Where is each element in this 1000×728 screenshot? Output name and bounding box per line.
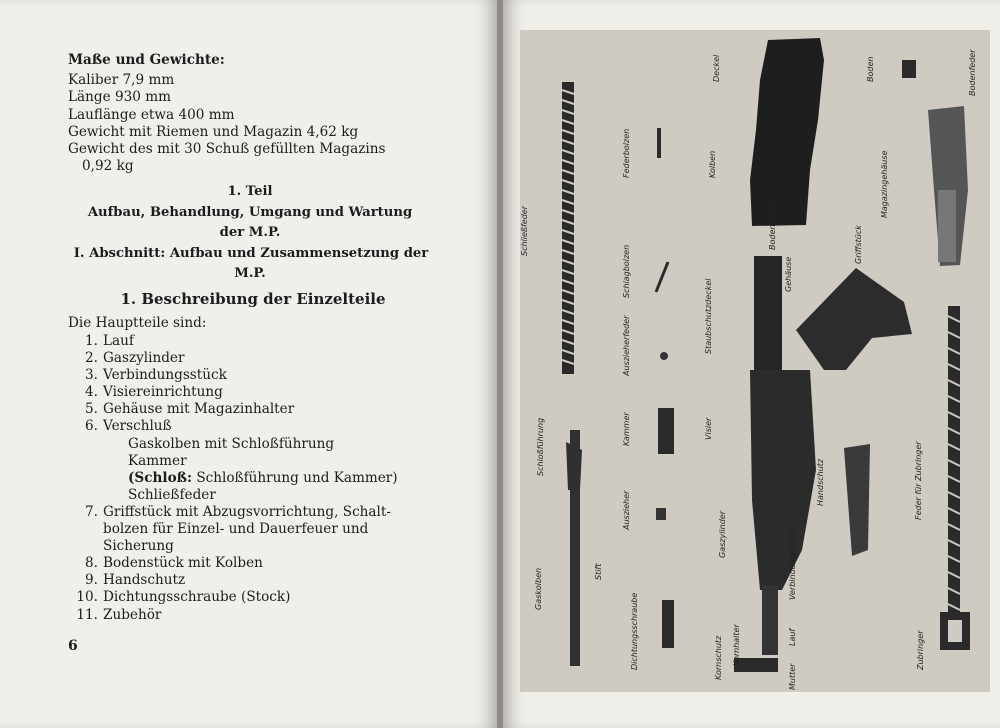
sub-item: Gaskolben mit Schloßführung <box>128 435 335 452</box>
label-schliessfeder: Schließfeder <box>520 206 529 256</box>
label-auszieher: Auszieher <box>622 490 631 530</box>
item-text: Visiereinrichtung <box>103 384 223 401</box>
item-number: 5. <box>85 401 98 418</box>
item-number: 9. <box>85 572 98 589</box>
list-item <box>76 333 436 350</box>
list-item <box>76 572 436 589</box>
label-auszieherfeder: Auszieherfeder <box>622 315 631 376</box>
item-text: Gehäuse mit Magazinhalter <box>103 401 295 418</box>
exploded-view-photo <box>520 30 990 692</box>
list-item <box>76 589 436 606</box>
auszieher-part <box>656 508 666 520</box>
parts-illustration <box>520 30 990 692</box>
list-item <box>76 401 436 418</box>
label-magazingehaeuse: Magazingehäuse <box>880 150 889 218</box>
list-item <box>76 367 436 384</box>
item-number: 7. <box>85 503 98 520</box>
sub-item-text: Schloßführung und Kammer) <box>196 469 398 486</box>
item-text: Bodenstück mit Kolben <box>103 555 263 572</box>
label-kolben: Kolben <box>708 150 717 178</box>
sub-item-bold: (Schloß: <box>128 469 192 486</box>
magazin-window <box>938 190 956 262</box>
list-item <box>76 504 436 521</box>
dichtungsschraube-part <box>662 600 674 648</box>
item-number: 8. <box>85 555 98 572</box>
parts-list <box>76 333 436 624</box>
label-stift: Stift <box>594 563 603 580</box>
list-item <box>76 607 436 624</box>
item-text: Handschutz <box>103 572 186 589</box>
label-kornschutz: Kornschutz <box>714 635 723 680</box>
intro-text: Die Hauptteile sind: <box>68 315 207 331</box>
specs-heading: Maße und Gewichte: <box>68 52 225 68</box>
spec-line: 0,92 kg <box>82 158 134 175</box>
receiver-body <box>750 370 816 590</box>
spec-line: Länge 930 mm <box>68 89 172 106</box>
item-text: Lauf <box>103 333 134 349</box>
item-text: Zubehör <box>103 606 162 623</box>
spec-line: Gewicht des mit 30 Schuß gefüllten Magazins <box>68 141 386 158</box>
sub-item: Kammer <box>128 452 187 469</box>
item-text: Verbindungsstück <box>103 367 227 384</box>
item-continuation: bolzen für Einzel- und Dauerfeuer und <box>103 521 369 538</box>
section-title-2: M.P. <box>234 266 266 281</box>
item-number: 6. <box>85 418 98 435</box>
page-number: 6 <box>68 638 78 654</box>
item-number: 11. <box>76 606 98 623</box>
label-gaskolben: Gaskolben <box>534 567 543 610</box>
label-gehaeuse: Gehäuse <box>784 256 793 292</box>
gaskolben-part <box>566 430 582 666</box>
label-feder-zubringer: Feder für Zubringer <box>914 441 923 520</box>
auszieherfeder-part <box>660 352 668 360</box>
griffstueck-part <box>796 268 912 370</box>
label-griffstueck: Griffstück <box>854 225 863 264</box>
chapter-title: 1. Beschreibung der Einzelteile <box>120 290 386 308</box>
item-text: Verschluß <box>103 418 172 435</box>
lauf-part <box>762 585 778 655</box>
left-page <box>0 0 497 728</box>
item-number: 1. <box>85 333 98 349</box>
label-handschutz: Handschutz <box>816 458 825 506</box>
item-number: 10. <box>76 589 98 606</box>
label-federbolzen: Federbolzen <box>622 128 631 178</box>
label-visier: Visier <box>704 417 713 440</box>
label-bodenfeder: Bodenfeder <box>968 49 977 96</box>
list-item <box>76 350 436 367</box>
federbolzen-part <box>657 128 661 158</box>
part-subtitle-2: der M.P. <box>219 225 281 240</box>
label-kornhalter: Kornhalter <box>732 624 741 666</box>
label-kammer: Kammer <box>622 412 631 446</box>
label-dichtungsschraube: Dichtungsschraube <box>630 592 639 670</box>
item-text: Griffstück mit Abzugsvorrichtung, Schalt- <box>103 503 391 520</box>
schliessfeder-part <box>562 82 574 374</box>
list-item <box>76 555 436 572</box>
label-boden: Boden <box>866 56 875 82</box>
kammer-part <box>658 408 674 454</box>
label-schlossfuehrung: Schloßführung <box>536 417 545 476</box>
list-item <box>76 418 436 435</box>
label-zubringer: Zubringer <box>916 630 925 670</box>
section-title: I. Abschnitt: Aufbau und Zusammensetzung der <box>73 246 429 261</box>
sub-item: Schließfeder <box>128 486 216 503</box>
specifications <box>68 52 438 175</box>
label-verbindungsstueck: Verbindungsstück <box>788 528 797 600</box>
schlagbolzen-part <box>656 262 668 292</box>
item-number: 4. <box>85 384 98 401</box>
label-staubschutzdeckel: Staubschutzdeckel <box>704 278 713 354</box>
item-continuation: Sicherung <box>103 538 174 555</box>
part-subtitle: Aufbau, Behandlung, Umgang und Wartung <box>87 205 413 220</box>
spec-line: Gewicht mit Riemen und Magazin 4,62 kg <box>68 123 359 140</box>
label-gaszylinder: Gaszylinder <box>718 510 727 558</box>
item-text: Gaszylinder <box>103 350 185 367</box>
kolben-part <box>750 38 824 226</box>
handschutz-part <box>844 444 870 556</box>
item-number: 3. <box>85 367 98 384</box>
label-bodenstueck: Bodenstück <box>768 203 777 250</box>
label-lauf: Lauf <box>788 628 797 646</box>
zubringer-hole <box>948 620 962 642</box>
sub-item <box>76 470 436 487</box>
part-title: 1. Teil <box>227 184 273 199</box>
boden-part <box>902 60 916 78</box>
list-item <box>76 384 436 401</box>
label-deckel: Deckel <box>712 54 721 82</box>
spec-line: Lauflänge etwa 400 mm <box>68 106 235 123</box>
item-number: 2. <box>85 350 98 367</box>
label-mutter: Mutter <box>788 663 797 690</box>
feder-zubringer-part <box>948 306 960 616</box>
item-text: Dichtungsschraube (Stock) <box>103 589 291 606</box>
spec-line: Kaliber 7,9 mm <box>68 72 175 89</box>
label-schlagbolzen: Schlagbolzen <box>622 244 631 298</box>
